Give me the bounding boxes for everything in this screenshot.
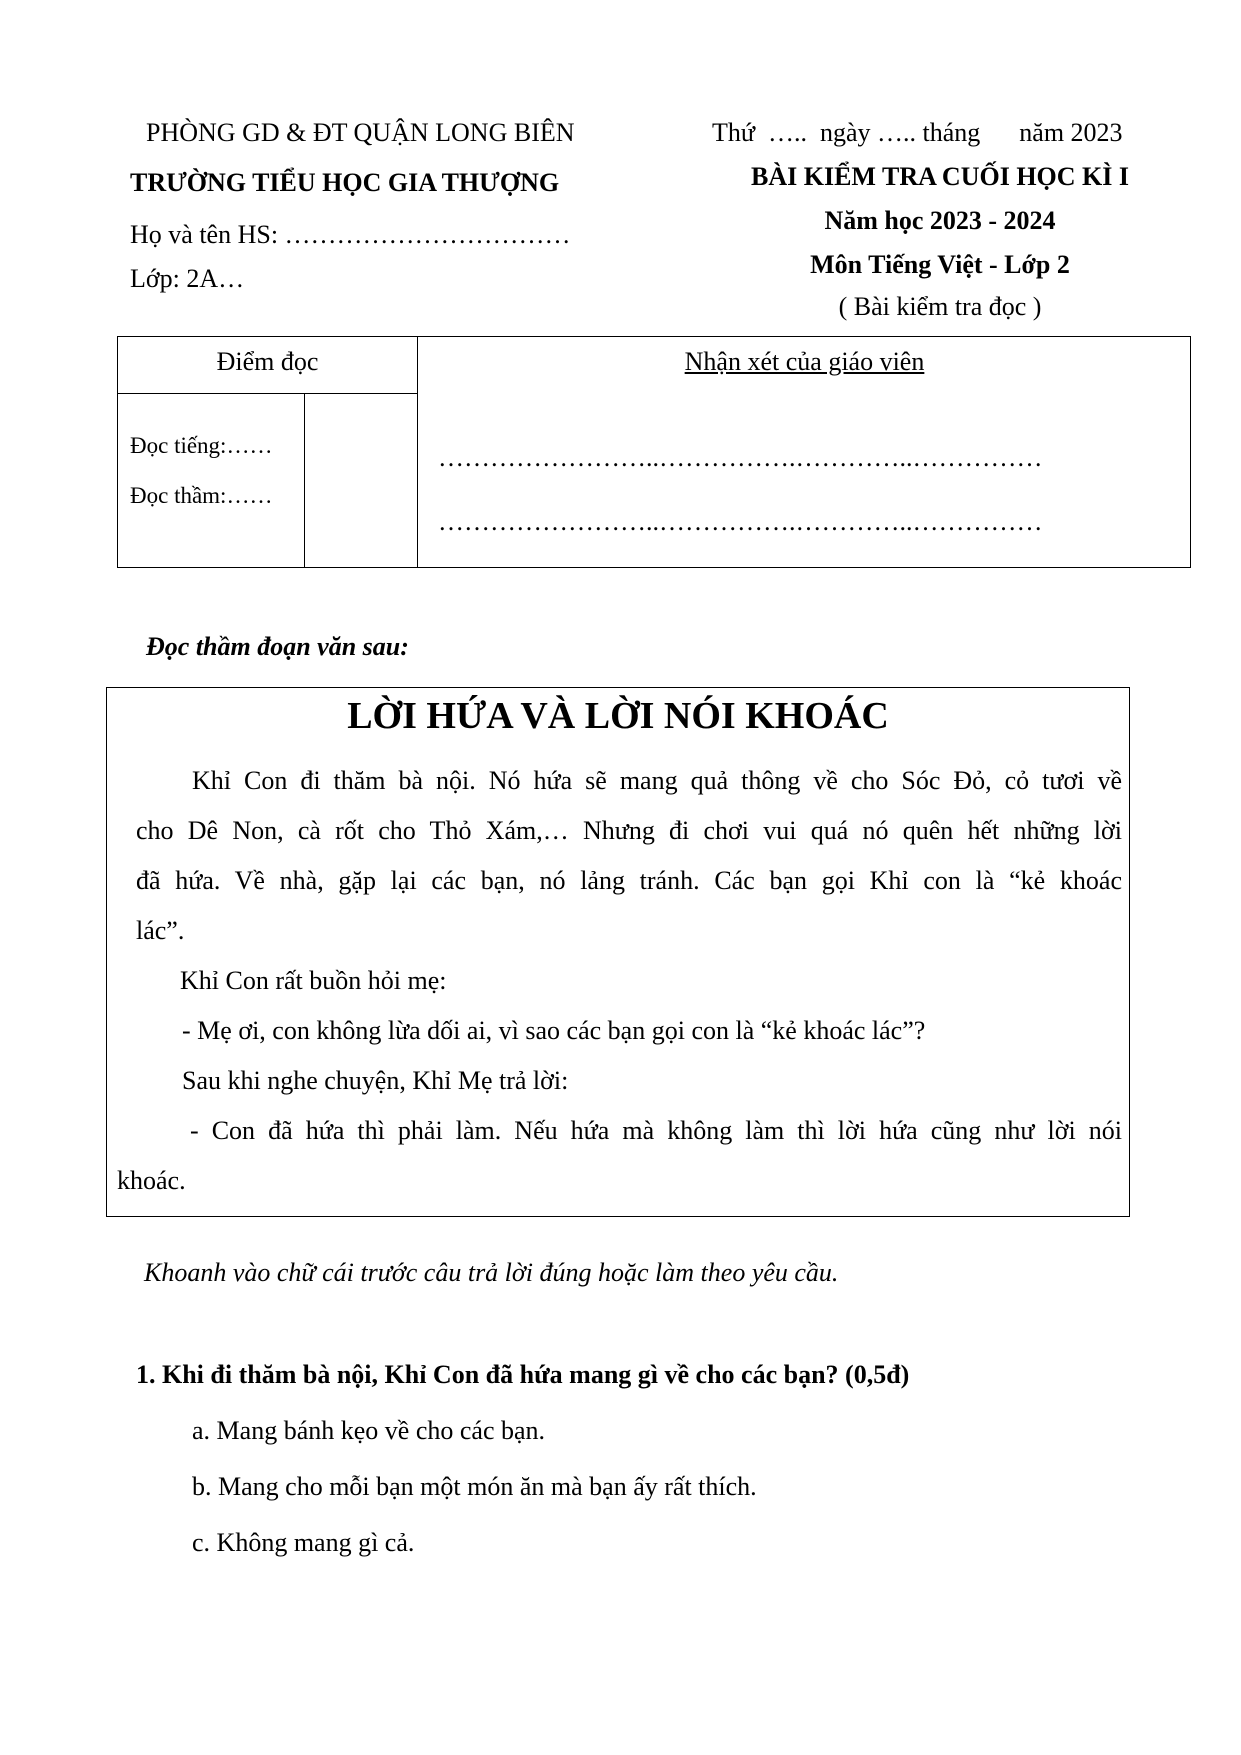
read-aloud-score: Đọc tiếng:…… [130, 433, 273, 458]
table-divider [118, 393, 417, 394]
question-1: 1. Khi đi thăm bà nội, Khỉ Con đã hứa mang gì về cho các bạn? (0,5đ) [136, 1360, 910, 1389]
score-header: Điểm đọc [216, 347, 319, 376]
read-silent-score: Đọc thầm:…… [130, 483, 273, 508]
school-year: Năm học 2023 - 2024 [824, 206, 1056, 235]
subject-line: Môn Tiếng Việt - Lớp 2 [810, 250, 1070, 279]
table-divider [304, 393, 305, 567]
passage-line: Sau khi nghe chuyện, Khỉ Mẹ trả lời: [182, 1066, 569, 1095]
student-name-line: Họ và tên HS: …………………………… [130, 220, 571, 249]
read-instruction: Đọc thầm đoạn văn sau: [146, 632, 409, 661]
department-name: PHÒNG GD & ĐT QUẬN LONG BIÊN [146, 118, 575, 147]
passage-line: đã hứa. Về nhà, gặp lại các bạn, nó lảng tránh. Các bạn gọi Khỉ con là “kẻ khoác [136, 866, 1122, 895]
exam-title: BÀI KIỂM TRA CUỐI HỌC KÌ I [750, 162, 1130, 191]
score-table [117, 336, 1191, 568]
answer-option-b[interactable]: b. Mang cho mỗi bạn một món ăn mà bạn ấy rất thích. [192, 1472, 757, 1501]
passage-line: khoác. [117, 1166, 186, 1195]
passage-line: Khỉ Con rất buồn hỏi mẹ: [180, 966, 447, 995]
class-line: Lớp: 2A… [130, 264, 245, 293]
date-line: Thứ ….. ngày ….. tháng năm 2023 [712, 118, 1123, 147]
comment-line: ……………………..…………….…………..…………… [438, 507, 1043, 536]
answer-option-a[interactable]: a. Mang bánh kẹo về cho các bạn. [192, 1416, 546, 1445]
school-name: TRƯỜNG TIỂU HỌC GIA THƯỢNG [130, 168, 560, 197]
exam-type: ( Bài kiểm tra đọc ) [838, 292, 1042, 321]
passage-line: cho Dê Non, cà rốt cho Thỏ Xám,… Nhưng đi chơi vui quá nó quên hết những lời [136, 816, 1122, 845]
comment-line: ……………………..…………….…………..…………… [438, 443, 1043, 472]
passage-title: LỜI HỨA VÀ LỜI NÓI KHOÁC [347, 695, 889, 737]
answer-option-c[interactable]: c. Không mang gì cả. [192, 1528, 415, 1557]
passage-line: - Mẹ ơi, con không lừa dối ai, vì sao các bạn gọi con là “kẻ khoác lác”? [182, 1016, 926, 1045]
passage-line: - Con đã hứa thì phải làm. Nếu hứa mà không làm thì lời hứa cũng như lời nói [190, 1116, 1122, 1145]
passage-line: Khỉ Con đi thăm bà nội. Nó hứa sẽ mang quả thông về cho Sóc Đỏ, cỏ tươi về [192, 766, 1122, 795]
comment-header: Nhận xét của giáo viên [684, 347, 925, 376]
answer-instruction: Khoanh vào chữ cái trước câu trả lời đúng hoặc làm theo yêu cầu. [144, 1258, 839, 1287]
passage-line: lác”. [136, 916, 185, 945]
